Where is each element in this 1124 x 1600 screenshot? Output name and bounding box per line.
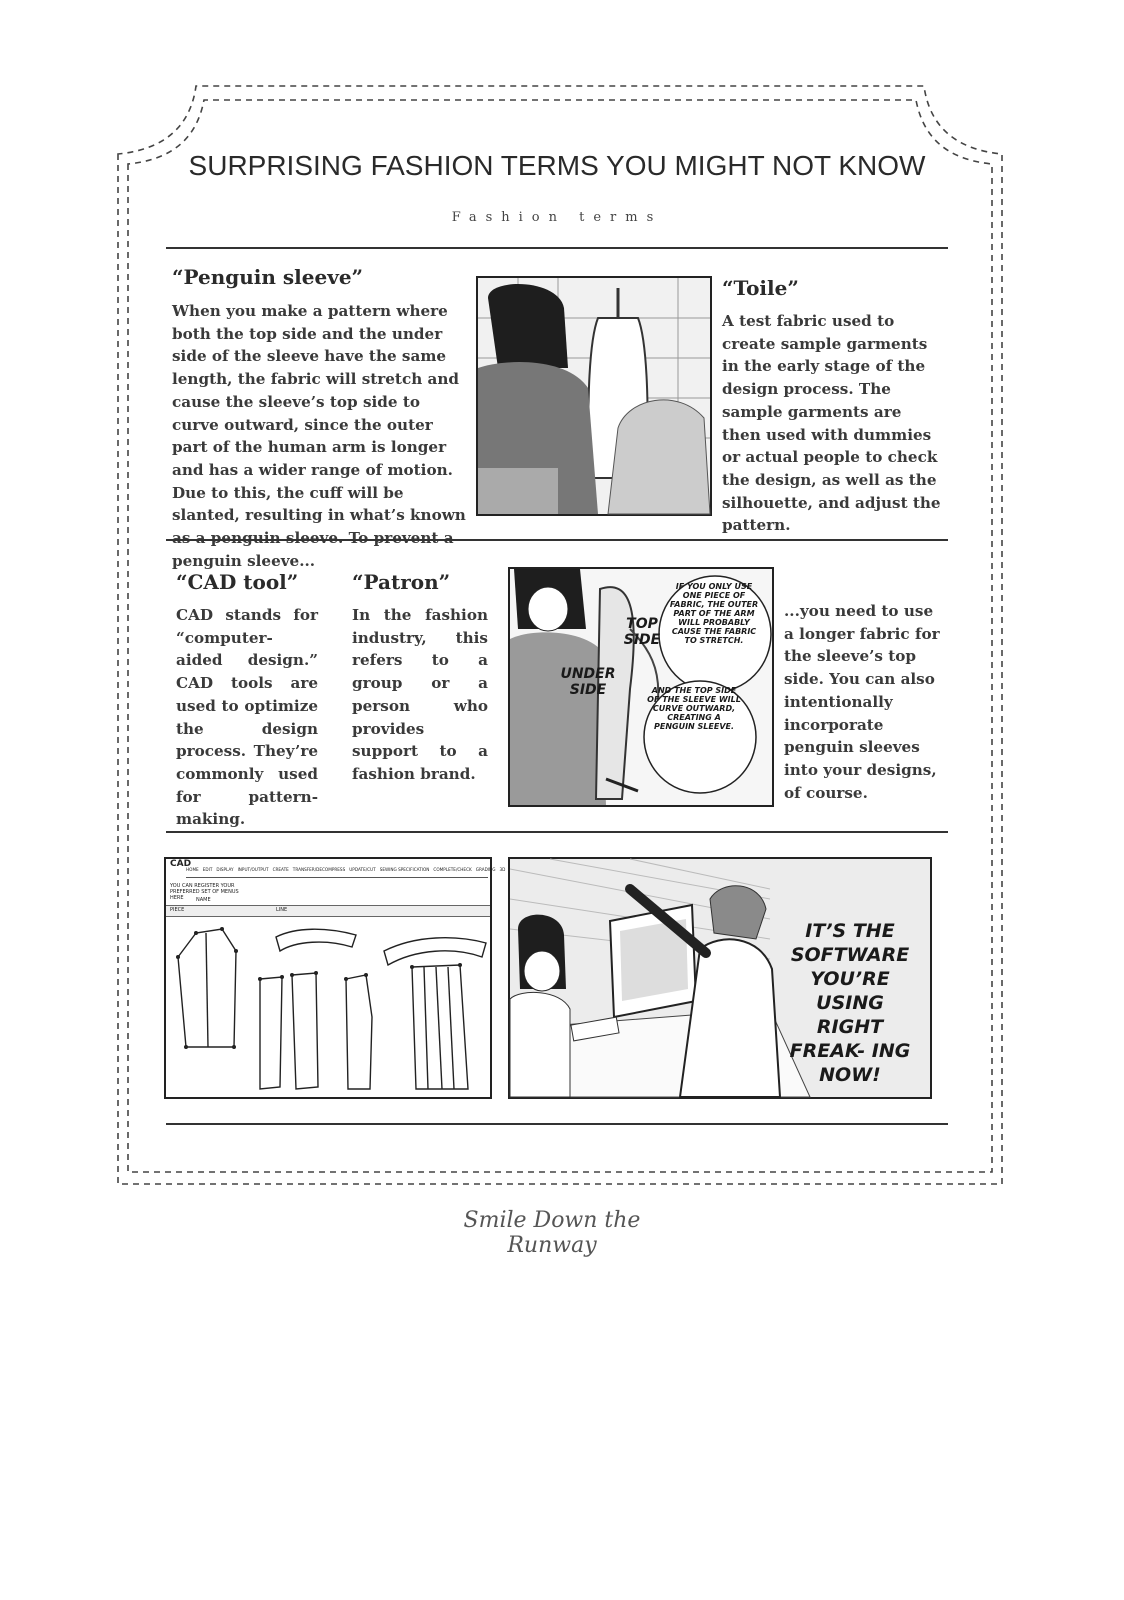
top-side-label: TOP SIDE bbox=[623, 616, 661, 648]
cad-screenshot-panel bbox=[164, 857, 506, 1099]
sleeve-explanation-panel bbox=[508, 567, 774, 807]
toile-illustration-panel bbox=[476, 276, 712, 516]
term-title-patron: “Patron” bbox=[352, 570, 451, 594]
term-title-cad-tool: “CAD tool” bbox=[176, 570, 299, 594]
term-body-toile: A test fabric used to create sample garments in the early stage of the design process. The sample garments are then used with dummies or actual people to check the design, as well as the silhouette, and adjust the pattern. bbox=[722, 312, 941, 535]
cad-field-piece: PIECE bbox=[170, 907, 185, 913]
divider-middle bbox=[166, 539, 948, 541]
cad-menu-item: 3D bbox=[499, 867, 506, 872]
term-body-penguin-sleeve: When you make a pattern where both the top side and the under side of the sleeve have the same length, the fabric will stretch and cause the sleeve’s top side to curve outward, since the outer part of the human arm is longer and has a wider range of motion. Due to this, the cuff will be slanted, resulting in what’s known as a penguin sleeve. To prevent a penguin sleeve... bbox=[172, 302, 466, 570]
toile-illustration bbox=[478, 278, 710, 514]
footer-logo: Smile Down the Runway bbox=[463, 1208, 641, 1258]
cad-app-name: CAD bbox=[170, 859, 192, 869]
cad-menu-item: UPDATE/CUT bbox=[349, 867, 376, 872]
page-subtitle: Fashion terms bbox=[451, 210, 663, 225]
divider-top bbox=[166, 247, 948, 249]
cad-menu-item: TRANSFER/DECOMPRESS bbox=[292, 867, 346, 872]
divider-lower bbox=[166, 831, 948, 833]
cad-menu-item: HOME bbox=[186, 867, 199, 872]
term-body-cad-tool: CAD stands for “computer-aided design.” CAD tools are used to optimize the design process. They’re commonly used for pattern-making. bbox=[176, 606, 318, 829]
cad-menu-item: COMPLETE/CHECK bbox=[433, 867, 472, 872]
cad-memo-label: NAME bbox=[196, 897, 211, 903]
speech-bubble-1: IF YOU ONLY USE ONE PIECE OF FABRIC, THE OUTER PART OF THE ARM WILL PROBABLY CAUSE THE FABRIC TO STRETCH. bbox=[669, 582, 759, 645]
cad-menu-item: GRADING bbox=[475, 867, 496, 872]
cad-menu-bar bbox=[186, 867, 506, 878]
under-side-label: UNDER SIDE bbox=[560, 666, 616, 698]
cad-menu-item: SEWING SPECIFICATION bbox=[379, 867, 430, 872]
cad-toolbar bbox=[166, 905, 490, 917]
shout-text: IT’S THE SOFTWARE YOU’RE USING RIGHT FREAK- ING NOW! bbox=[789, 920, 911, 1086]
cad-pattern-drawing bbox=[166, 917, 490, 1095]
term-title-penguin-sleeve: “Penguin sleeve” bbox=[172, 265, 364, 289]
cad-menu-item: CREATE bbox=[272, 867, 289, 872]
cad-menu-item: INPUT/OUTPUT bbox=[237, 867, 269, 872]
cad-menu-item: DISPLAY bbox=[216, 867, 234, 872]
term-body-continuation: ...you need to use a longer fabric for the sleeve’s top side. You can also intentionally incorporate penguin sleeves into your designs, of course. bbox=[784, 602, 940, 802]
divider-bottom bbox=[166, 1123, 948, 1125]
software-panel bbox=[508, 857, 932, 1099]
speech-bubble-2: AND THE TOP SIDE OF THE SLEEVE WILL CURVE OUTWARD, CREATING A PENGUIN SLEEVE. bbox=[647, 686, 741, 731]
cad-memo-text: YOU CAN REGISTER YOUR PREFERRED SET OF MENUS HERE bbox=[170, 883, 239, 901]
cad-menu-item: EDIT bbox=[202, 867, 213, 872]
term-title-toile: “Toile” bbox=[722, 276, 799, 300]
page-title: SURPRISING FASHION TERMS YOU MIGHT NOT KNOW bbox=[188, 150, 926, 181]
cad-field-line: LINE bbox=[276, 907, 288, 913]
term-body-patron: In the fashion industry, this refers to a group or a person who provides support to a fashion brand. bbox=[352, 606, 488, 783]
